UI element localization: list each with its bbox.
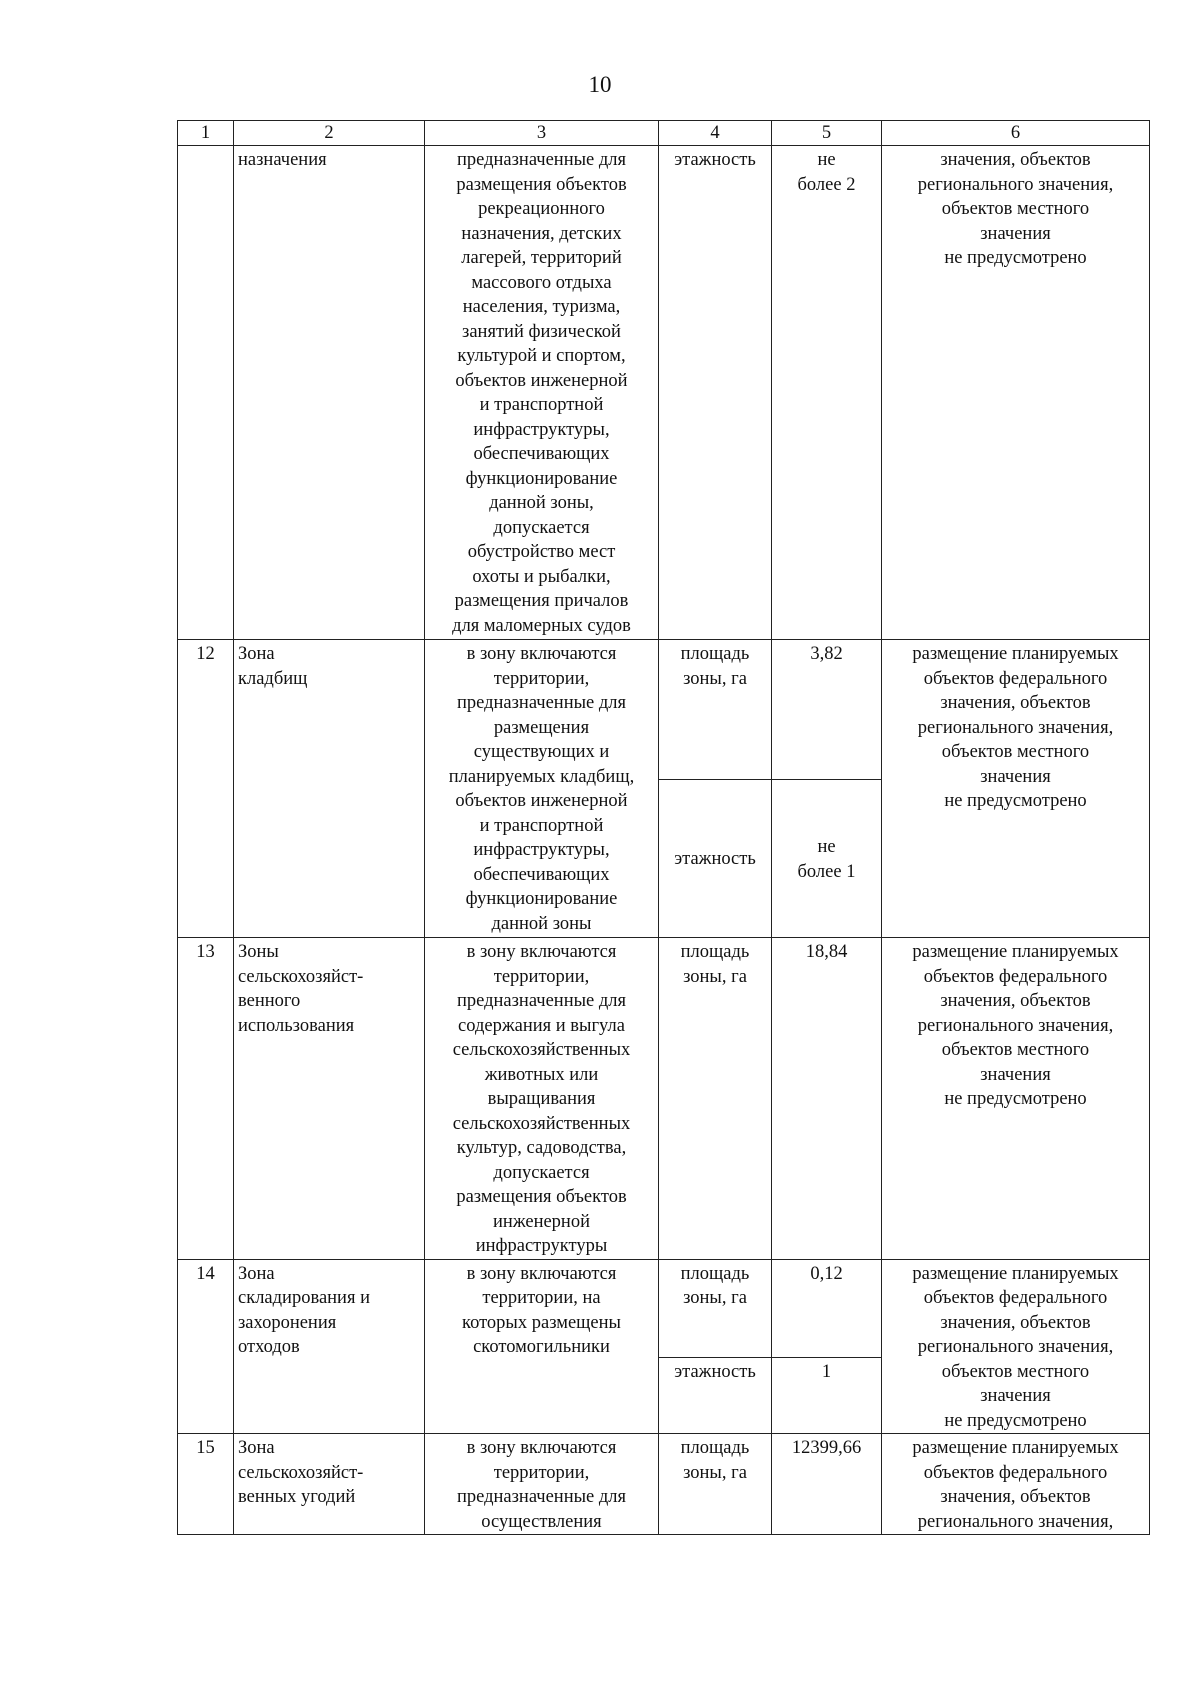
zones-table — [177, 120, 1150, 1535]
row-number: 13 — [178, 938, 234, 1260]
zone-description: предназначенные для размещения объектов рекреационного назначения, детских лагерей, территорий массового отдыха населения, туризма, занятий физической культурой и спортом, объектов инженерной и транспортной инфраструктуры, обеспечивающих функционирование данной зоны, допускается обустройство мест охоты и рыбалки, размещения причалов для маломерных судов — [425, 146, 659, 640]
param-value: 0,12 — [772, 1259, 882, 1357]
table-row — [178, 146, 1150, 640]
table-row — [178, 1259, 1150, 1357]
param-name: площадь зоны, га — [659, 1434, 772, 1535]
row-number: 14 — [178, 1259, 234, 1434]
param-name: этажность — [659, 146, 772, 640]
zone-note: размещение планируемых объектов федерального значения, объектов регионального значения, объектов местного значения не предусмотрено — [882, 1259, 1150, 1434]
param-name: площадь зоны, га — [659, 640, 772, 780]
page-number: 10 — [588, 72, 612, 97]
row-number: 12 — [178, 640, 234, 938]
zone-name: Зоны сельскохозяйст- венного использования — [234, 938, 425, 1260]
table-header-row — [178, 121, 1150, 146]
param-value: 18,84 — [772, 938, 882, 1260]
param-name: площадь зоны, га — [659, 1259, 772, 1357]
table-row — [178, 938, 1150, 1260]
header-cell: 2 — [234, 121, 425, 146]
header-cell: 6 — [882, 121, 1150, 146]
param-value: 1 — [772, 1357, 882, 1433]
param-name: этажность — [659, 1357, 772, 1433]
row-number: 15 — [178, 1434, 234, 1535]
table-row — [178, 1434, 1150, 1535]
zone-note: размещение планируемых объектов федерального значения, объектов регионального значения, объектов местного значения не предусмотрено — [882, 938, 1150, 1260]
header-cell: 1 — [178, 121, 234, 146]
zone-name: Зона кладбищ — [234, 640, 425, 938]
zone-name: Зона сельскохозяйст- венных угодий — [234, 1434, 425, 1535]
header-cell: 3 — [425, 121, 659, 146]
zone-name: Зона складирования и захоронения отходов — [234, 1259, 425, 1434]
param-value: 12399,66 — [772, 1434, 882, 1535]
header-cell: 4 — [659, 121, 772, 146]
zone-description: в зону включаются территории, предназначенные для содержания и выгула сельскохозяйственных животных или выращивания сельскохозяйственных культур, садоводства, допускается размещения объектов инженерной инфраструктуры — [425, 938, 659, 1260]
zone-name: назначения — [234, 146, 425, 640]
zone-description: в зону включаются территории, на которых размещены скотомогильники — [425, 1259, 659, 1434]
zone-description: в зону включаются территории, предназначенные для осуществления — [425, 1434, 659, 1535]
param-value: не более 2 — [772, 146, 882, 640]
zone-note: размещение планируемых объектов федерального значения, объектов регионального значения, — [882, 1434, 1150, 1535]
row-number — [178, 146, 234, 640]
param-value: не более 1 — [772, 780, 882, 938]
param-name: площадь зоны, га — [659, 938, 772, 1260]
param-name: этажность — [659, 780, 772, 938]
header-cell: 5 — [772, 121, 882, 146]
zone-description: в зону включаются территории, предназначенные для размещения существующих и планируемых кладбищ, объектов инженерной и транспортной инфраструктуры, обеспечивающих функционирование данной зоны — [425, 640, 659, 938]
table-row — [178, 640, 1150, 780]
param-value: 3,82 — [772, 640, 882, 780]
zone-note: размещение планируемых объектов федерального значения, объектов регионального значения, объектов местного значения не предусмотрено — [882, 640, 1150, 938]
zone-note: значения, объектов регионального значения, объектов местного значения не предусмотрено — [882, 146, 1150, 640]
